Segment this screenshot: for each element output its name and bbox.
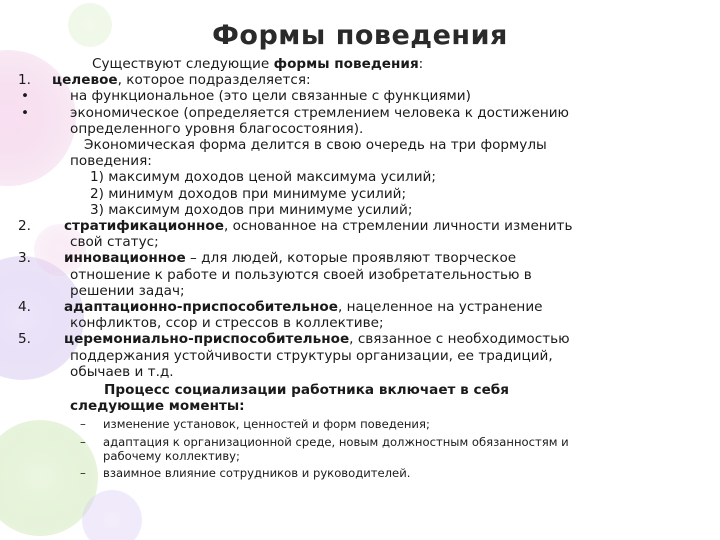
econ-line-1: Экономическая форма делится в свою очередь на три формулы	[84, 137, 547, 154]
bullet-icon: •	[21, 104, 30, 121]
list-item-5: 5. церемониально-приспособительное, связанное с необходимостью	[18, 331, 570, 348]
list-item-3-cont-1: отношение к работе и пользуются своей изобретательностью в	[70, 266, 532, 283]
socialization-heading-2: следующие моменты:	[70, 398, 245, 415]
list-item-2: 2. стратификационное, основанное на стремлении личности изменить	[18, 218, 573, 235]
formula-2: 2) минимум доходов при минимуме усилий;	[90, 185, 407, 202]
slide-title: Формы поведения	[212, 20, 508, 51]
list-item-3-cont-2: решении задач;	[70, 282, 185, 299]
list-item-4: 4. адаптационно-приспособительное, нацеленное на устранение	[18, 299, 543, 316]
bullet-item-1: • на функциональное (это цели связанные с функциями)	[21, 88, 471, 105]
list-item-5-cont-1: поддержания устойчивости структуры организации, ее традиций,	[70, 347, 553, 364]
list-item-2-cont: свой статус;	[70, 234, 159, 251]
list-item-4-cont: конфликтов, ссор и стрессов в коллективе;	[70, 315, 384, 332]
socialization-heading-1: Процесс социализации работника включает в себя	[104, 382, 510, 399]
moment-item-3: – взаимное влияние сотрудников и руководителей.	[80, 466, 411, 481]
bullet-item-2: • экономическое (определяется стремлением человека к достижению	[21, 104, 569, 121]
formula-1: 1) максимум доходов ценой максимума усилий;	[90, 169, 436, 186]
list-item-5-cont-2: обычаев и т.д.	[70, 363, 174, 380]
dash-icon: –	[80, 466, 86, 481]
moment-item-1: – изменение установок, ценностей и форм поведения;	[80, 417, 430, 432]
bullet-item-2-cont: определенного уровня благосостояния).	[70, 120, 364, 137]
moment-item-2: – адаптация к организационной среде, новым должностным обязанностям и	[80, 434, 569, 449]
list-item-1: 1. целевое, которое подразделяется:	[18, 72, 311, 89]
intro-line: Существуют следующие формы поведения:	[92, 56, 424, 72]
formula-3: 3) максимум доходов при минимуме усилий;	[90, 201, 413, 218]
list-item-3: 3. инновационное – для людей, которые проявляют творческое	[18, 250, 517, 267]
moment-item-2-cont: рабочему коллективу;	[103, 448, 240, 463]
econ-line-2: поведения:	[70, 153, 152, 170]
slide-body	[0, 56, 700, 480]
dash-icon: –	[80, 417, 86, 432]
bullet-icon: •	[21, 88, 30, 105]
dash-icon: –	[80, 434, 86, 449]
